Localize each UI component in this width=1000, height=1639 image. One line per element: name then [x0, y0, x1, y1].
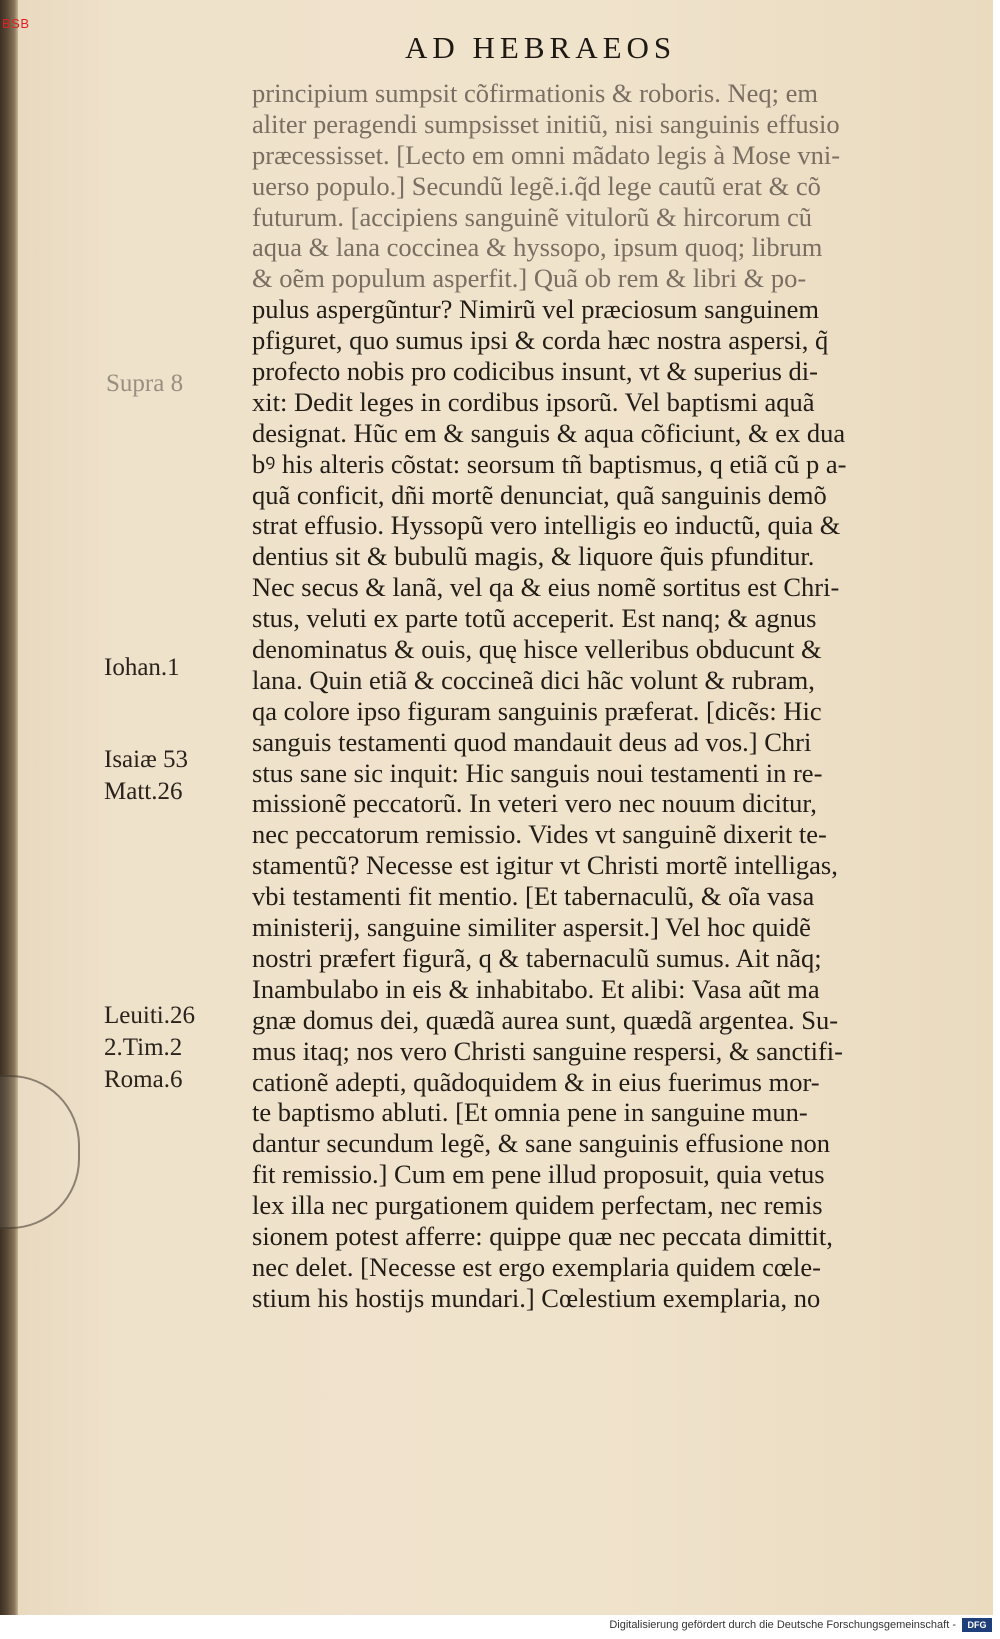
margin-note-isaiae: Isaiæ 53 [104, 746, 189, 773]
text-line: pfiguret, quo sumus ipsi & corda hæc nostra aspersi, q̃ [252, 325, 829, 356]
library-mark: BSB [2, 16, 30, 31]
margin-note-supra: Supra 8 [106, 370, 184, 397]
text-line: præcessisset. [Lecto em omni mãdato legis à Mose vni- [252, 139, 841, 170]
text-line: quã conficit, dñi mortẽ denunciat, quã sanguinis demõ [252, 479, 827, 510]
text-line: nostri præfert figurã, q & tabernaculũ sumus. Ait nãq; [252, 942, 822, 973]
text-line: stamentũ? Necesse est igitur vt Christi mortẽ intelligas, [252, 850, 838, 881]
text-line: ministerij, sanguine similiter aspersit.] Vel hoc quidẽ [252, 912, 811, 943]
text-line: nec peccatorum remissio. Vides vt sanguinẽ dixerit te- [252, 819, 827, 850]
margin-note-roma: Roma.6 [104, 1066, 183, 1093]
text-line: designat. Hũc em & sanguis & aqua cõficiunt, & ex dua [252, 417, 846, 448]
text-line: denominatus & ouis, quę hisce velleribus obducunt & [252, 634, 822, 665]
text-line: dantur secundum legẽ, & sane sanguinis effusione non [252, 1128, 830, 1159]
dfg-logo-icon: DFG [962, 1618, 992, 1632]
page-edge-shadow [0, 0, 18, 1615]
text-line: xit: Dedit leges in cordibus ipsorũ. Vel baptismi aquã [252, 386, 815, 417]
text-line: Nec secus & lanã, vel qa & eius nomẽ sortitus est Chri- [252, 572, 840, 603]
text-line: & oẽm populum asperfit.] Quã ob rem & libri & po- [252, 263, 807, 294]
text-line: aqua & lana coccinea & hyssopo, ipsum quoq; librum [252, 232, 823, 263]
running-head: AD HEBRAEOS [405, 30, 677, 65]
digitization-footer [0, 1615, 1000, 1639]
footer-credit: Digitalisierung gefördert durch die Deutsche Forschungsgemeinschaft - [609, 1619, 956, 1631]
text-line: sionem potest afferre: quippe quæ nec peccata dimittit, [252, 1220, 833, 1251]
text-line: stus, veluti ex parte totũ acceperit. Est nanq; & agnus [252, 603, 817, 634]
text-line: sanguis testamenti quod mandauit deus ad vos.] Chri [252, 726, 812, 757]
text-line: vbi testamenti fit mentio. [Et tabernaculũ, & oĩa vasa [252, 881, 815, 912]
text-line: dentius sit & bubulũ magis, & liquore q̃uis pfunditur. [252, 541, 815, 572]
text-line: principium sumpsit cõfirmationis & roboris. Neq; em [252, 78, 818, 108]
text-line: bꝰ his alteris cõstat: seorsum tñ baptismus, q etiã cũ p a- [252, 448, 847, 479]
margin-note-tim: 2.Tim.2 [104, 1034, 183, 1061]
text-line: lana. Quin etiã & coccineã dici hãc volunt & rubram, [252, 664, 815, 695]
text-line: stium his hostijs mundari.] Cœlestium exemplaria, no [252, 1282, 821, 1313]
main-text [252, 78, 942, 1314]
text-line: stus sane sic inquit: Hic sanguis noui testamenti in re- [252, 757, 823, 788]
margin-note-iohan: Iohan.1 [104, 654, 180, 681]
page-clip [0, 1075, 80, 1229]
margin-note-leuiti: Leuiti.26 [104, 1002, 195, 1029]
text-line: strat effusio. Hyssopũ vero intelligis eo inductũ, quia & [252, 510, 841, 541]
text-line: nec delet. [Necesse est ergo exemplaria quidem cœle- [252, 1251, 821, 1282]
text-line: profecto nobis pro codicibus insunt, vt & superius di- [252, 356, 818, 387]
text-line: gnæ domus dei, quædã aurea sunt, quædã argentea. Su- [252, 1004, 839, 1035]
text-line: aliter peragendi sumpsisset initiũ, nisi sanguinis effusio [252, 108, 840, 139]
text-line: te baptismo abluti. [Et omnia pene in sanguine mun- [252, 1097, 808, 1128]
text-line: mus itaq; nos vero Christi sanguine respersi, & sanctifi- [252, 1035, 843, 1066]
text-line: qa colore ipso figuram sanguinis præferat. [dicẽs: Hic [252, 695, 822, 726]
text-line: lex illa nec purgationem quidem perfectam, nec remis [252, 1190, 823, 1221]
text-line: Inambulabo in eis & inhabitabo. Et alibi: Vasa aũt ma [252, 973, 820, 1004]
text-line: fit remissio.] Cum em pene illud proposuit, quia vetus [252, 1159, 825, 1190]
text-line: pulus aspergũntur? Nimirũ vel præciosum sanguinem [252, 294, 819, 325]
text-line: missionẽ peccatorũ. In veteri vero nec nouum dicitur, [252, 788, 817, 819]
text-line: cationẽ adepti, quãdoquidem & in eius fuerimus mor- [252, 1066, 820, 1097]
text-line: uerso populo.] Secundũ legẽ.i.q̃d lege cautũ erat & cõ [252, 170, 821, 201]
margin-note-matt: Matt.26 [104, 778, 183, 805]
text-line: futurum. [accipiens sanguinẽ vitulorũ & hircorum cũ [252, 201, 813, 232]
